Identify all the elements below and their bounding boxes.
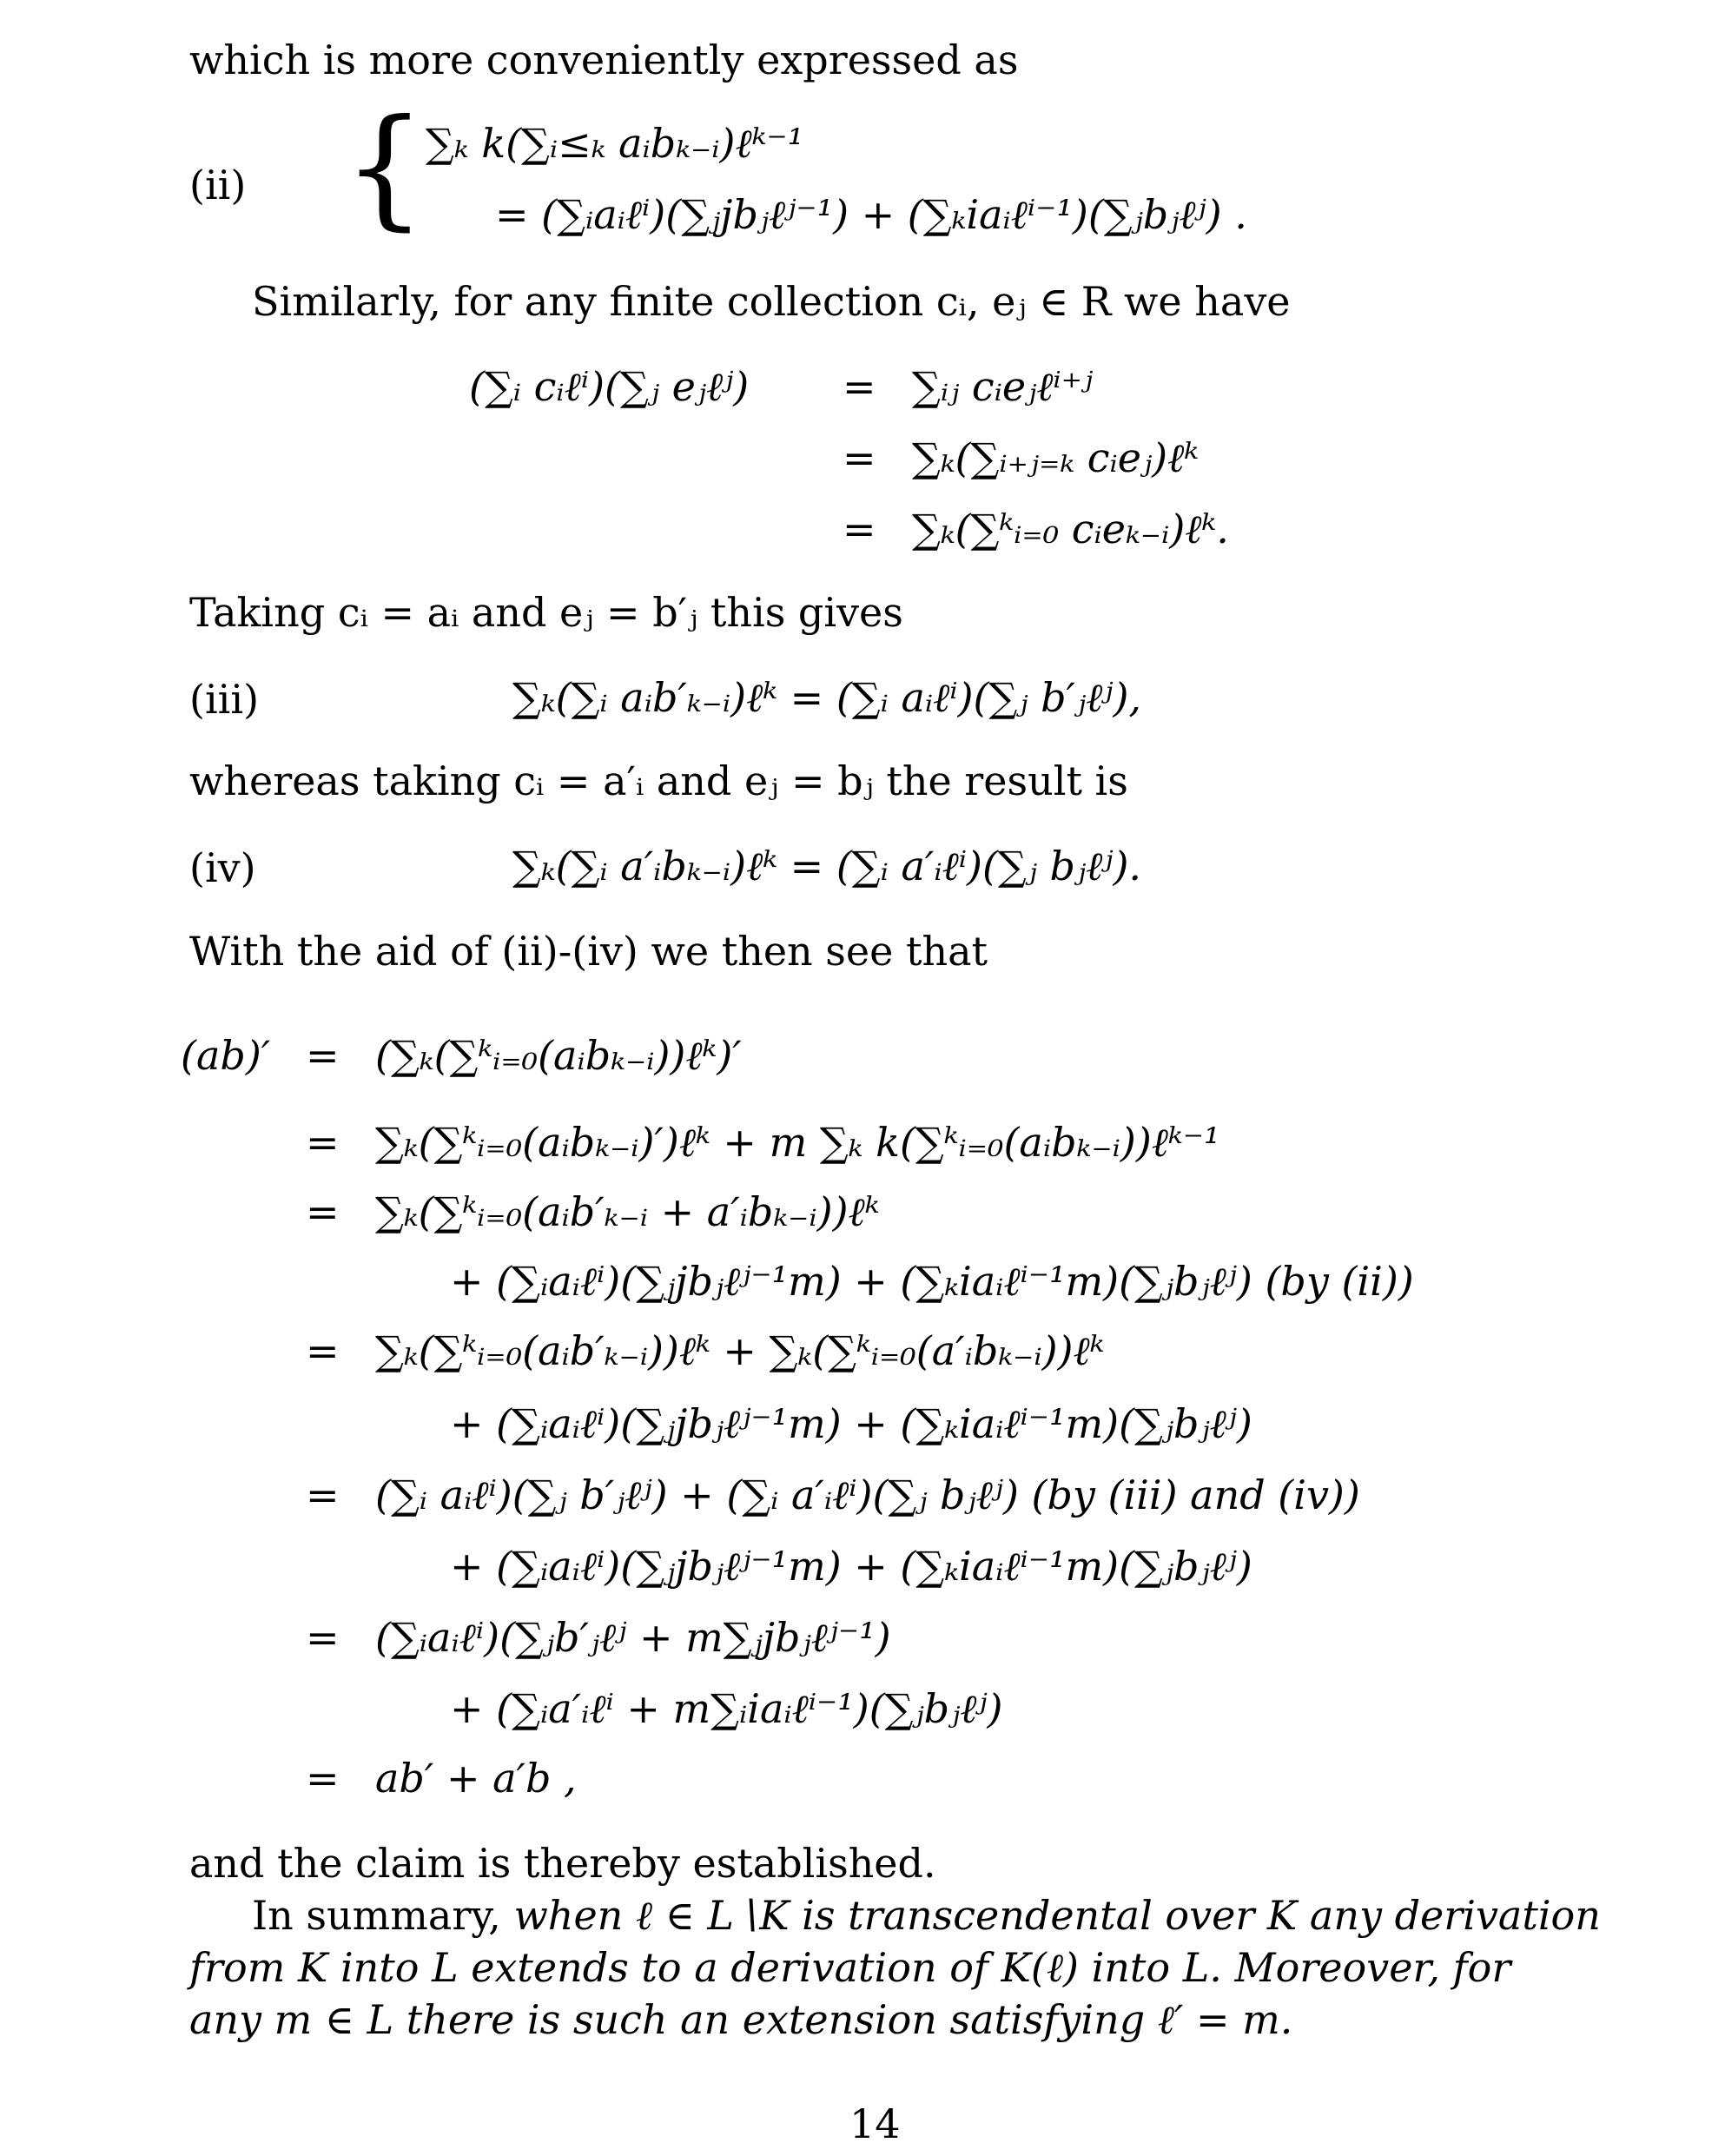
collection-rhs-2: ∑ₖ(∑ᵢ₊ⱼ₌ₖ cᵢeⱼ)ℓᵏ xyxy=(912,434,1200,481)
derivation-rhs-10: + (∑ᵢa′ᵢℓⁱ + m∑ᵢiaᵢℓⁱ⁻¹)(∑ⱼbⱼℓʲ) xyxy=(450,1685,1003,1732)
eq-ii-line1: ∑ₖ k(∑ᵢ≤ₖ aᵢbₖ₋ᵢ)ℓᵏ⁻¹ xyxy=(426,120,804,167)
similarly-line: Similarly, for any finite collection cᵢ, eⱼ ∈ R we have xyxy=(252,278,1291,325)
collection-eq-sign-3: = xyxy=(843,506,876,552)
intro-line: which is more conveniently expressed as xyxy=(189,36,1019,83)
left-brace-icon: { xyxy=(343,92,426,243)
derivation-sign-2: = xyxy=(306,1119,340,1166)
eq-iv-tag: (iv) xyxy=(189,844,256,891)
derivation-lhs: (ab)′ xyxy=(181,1032,271,1079)
derivation-rhs-1: (∑ₖ(∑ᵏᵢ₌₀(aᵢbₖ₋ᵢ))ℓᵏ)′ xyxy=(375,1032,742,1079)
summary-line-2: from K into L extends to a derivation of K(ℓ) into L. Moreover, for xyxy=(189,1944,1511,1991)
aid-line: With the aid of (ii)-(iv) we then see that xyxy=(189,928,988,975)
derivation-rhs-4: + (∑ᵢaᵢℓⁱ)(∑ⱼjbⱼℓʲ⁻¹m) + (∑ₖiaᵢℓⁱ⁻¹m)(∑ⱼbⱼℓʲ) (by (ii)) xyxy=(450,1258,1414,1305)
derivation-rhs-5: ∑ₖ(∑ᵏᵢ₌₀(aᵢb′ₖ₋ᵢ))ℓᵏ + ∑ₖ(∑ᵏᵢ₌₀(a′ᵢbₖ₋ᵢ))ℓᵏ xyxy=(375,1327,1105,1374)
derivation-sign-1: = xyxy=(306,1032,340,1079)
eq-iii-tag: (iii) xyxy=(189,676,260,723)
derivation-sign-9: = xyxy=(306,1614,340,1661)
collection-rhs-3: ∑ₖ(∑ᵏᵢ₌₀ cᵢeₖ₋ᵢ)ℓᵏ. xyxy=(912,506,1229,552)
collection-lhs: (∑ᵢ cᵢℓⁱ)(∑ⱼ eⱼℓʲ) xyxy=(469,363,750,410)
eq-iv-body: ∑ₖ(∑ᵢ a′ᵢbₖ₋ᵢ)ℓᵏ = (∑ᵢ a′ᵢℓⁱ)(∑ⱼ bⱼℓʲ). xyxy=(512,843,1142,890)
whereas-line: whereas taking cᵢ = a′ᵢ and eⱼ = bⱼ the result is xyxy=(189,757,1128,804)
collection-eq-sign-2: = xyxy=(843,434,876,481)
summary-lead: In summary, xyxy=(252,1892,501,1939)
derivation-rhs-2: ∑ₖ(∑ᵏᵢ₌₀(aᵢbₖ₋ᵢ)′)ℓᵏ + m ∑ₖ k(∑ᵏᵢ₌₀(aᵢbₖ₋ᵢ))ℓᵏ⁻¹ xyxy=(375,1119,1220,1166)
derivation-rhs-3: ∑ₖ(∑ᵏᵢ₌₀(aᵢb′ₖ₋ᵢ + a′ᵢbₖ₋ᵢ))ℓᵏ xyxy=(375,1188,880,1235)
derivation-sign-11: = xyxy=(306,1755,340,1802)
derivation-rhs-7: (∑ᵢ aᵢℓⁱ)(∑ⱼ b′ⱼℓʲ) + (∑ᵢ a′ᵢℓⁱ)(∑ⱼ bⱼℓʲ) (by (iii) and (iv)) xyxy=(375,1472,1360,1518)
summary-line-1 xyxy=(252,1894,1601,1938)
eq-iii-body: ∑ₖ(∑ᵢ aᵢb′ₖ₋ᵢ)ℓᵏ = (∑ᵢ aᵢℓⁱ)(∑ⱼ b′ⱼℓʲ), xyxy=(512,674,1142,721)
derivation-rhs-9: (∑ᵢaᵢℓⁱ)(∑ⱼb′ⱼℓʲ + m∑ⱼjbⱼℓʲ⁻¹) xyxy=(375,1614,891,1661)
summary-line-3: any m ∈ L there is such an extension satisfying ℓ′ = m. xyxy=(189,1996,1293,2043)
page-number: 14 xyxy=(849,2100,901,2147)
derivation-sign-5: = xyxy=(306,1327,340,1374)
taking-line: Taking cᵢ = aᵢ and eⱼ = b′ⱼ this gives xyxy=(189,589,903,636)
derivation-sign-7: = xyxy=(306,1472,340,1518)
collection-rhs-1: ∑ᵢⱼ cᵢeⱼℓⁱ⁺ʲ xyxy=(912,363,1094,410)
claim-line: and the claim is thereby established. xyxy=(189,1840,936,1887)
derivation-rhs-11: ab′ + a′b , xyxy=(375,1755,577,1802)
eq-ii-line2: = (∑ᵢaᵢℓⁱ)(∑ⱼjbⱼℓʲ⁻¹) + (∑ₖiaᵢℓⁱ⁻¹)(∑ⱼbⱼℓʲ) . xyxy=(495,191,1247,238)
derivation-rhs-8: + (∑ᵢaᵢℓⁱ)(∑ⱼjbⱼℓʲ⁻¹m) + (∑ₖiaᵢℓⁱ⁻¹m)(∑ⱼbⱼℓʲ) xyxy=(450,1543,1252,1590)
collection-eq-sign-1: = xyxy=(843,363,876,410)
eq-ii-tag: (ii) xyxy=(189,162,247,208)
derivation-sign-3: = xyxy=(306,1188,340,1235)
summary-italic-1: when ℓ ∈ L∖K is transcendental over K any derivation xyxy=(513,1892,1601,1939)
derivation-rhs-6: + (∑ᵢaᵢℓⁱ)(∑ⱼjbⱼℓʲ⁻¹m) + (∑ₖiaᵢℓⁱ⁻¹m)(∑ⱼbⱼℓʲ) xyxy=(450,1400,1252,1447)
